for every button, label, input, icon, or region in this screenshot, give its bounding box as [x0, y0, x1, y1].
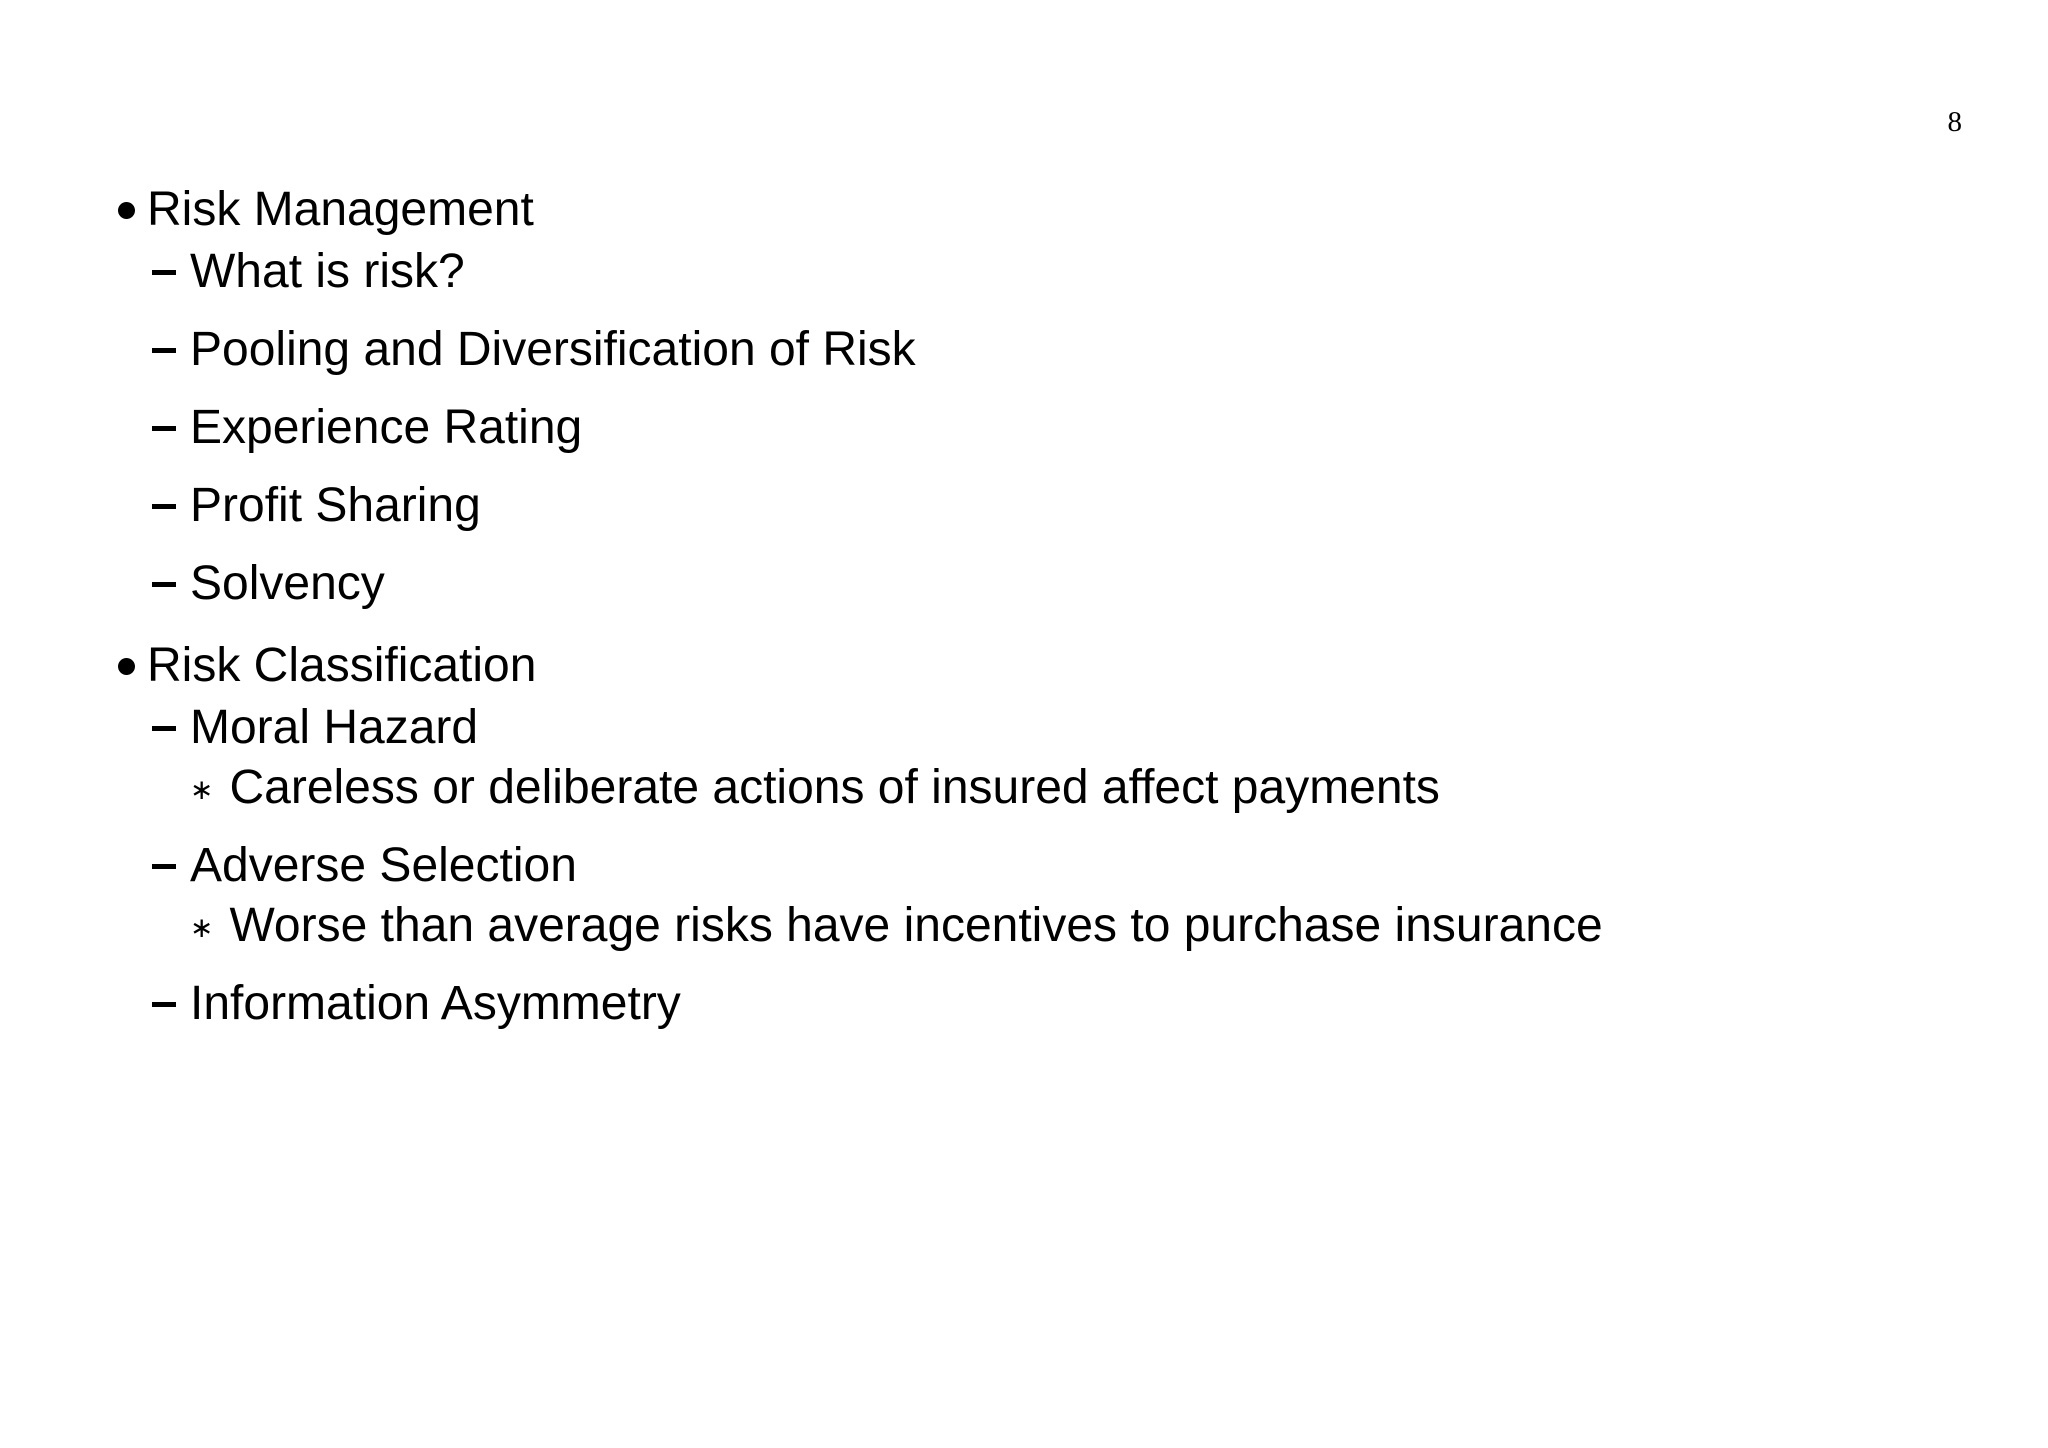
dash-icon [152, 1002, 176, 1007]
item-label: Pooling and Diversification of Risk [190, 323, 916, 376]
dash-icon [152, 426, 176, 431]
list-item [152, 245, 465, 298]
dash-icon [152, 582, 176, 587]
item-detail: Worse than average risks have incentives to purchase insurance [229, 899, 1603, 952]
dash-icon [152, 864, 176, 869]
item-label: Profit Sharing [190, 479, 481, 532]
page-number: 8 [1947, 106, 1962, 138]
list-item [152, 557, 385, 610]
dash-icon [152, 270, 176, 275]
list-item [152, 977, 681, 1030]
list-item [152, 701, 479, 754]
dash-icon [152, 504, 176, 509]
item-label: Adverse Selection [190, 839, 577, 892]
list-item [152, 479, 481, 532]
bullet-icon [118, 658, 135, 675]
list-item [152, 839, 577, 892]
item-label: Experience Rating [190, 401, 583, 454]
item-label: Moral Hazard [190, 701, 479, 754]
item-detail: Careless or deliberate actions of insured affect payments [229, 761, 1440, 814]
section-risk-management [118, 183, 534, 236]
section-risk-classification [118, 639, 537, 692]
bullet-icon [118, 202, 135, 219]
list-item [152, 323, 916, 376]
asterisk-icon: ∗ [190, 911, 214, 944]
item-label: Information Asymmetry [190, 977, 681, 1030]
sub-list-item [190, 899, 1603, 952]
section-title: Risk Management [147, 183, 534, 236]
sub-list-item [190, 761, 1440, 814]
item-label: What is risk? [190, 245, 465, 298]
dash-icon [152, 726, 176, 731]
asterisk-icon: ∗ [190, 773, 214, 806]
item-label: Solvency [190, 557, 385, 610]
list-item [152, 401, 583, 454]
dash-icon [152, 348, 176, 353]
section-title: Risk Classification [147, 639, 537, 692]
